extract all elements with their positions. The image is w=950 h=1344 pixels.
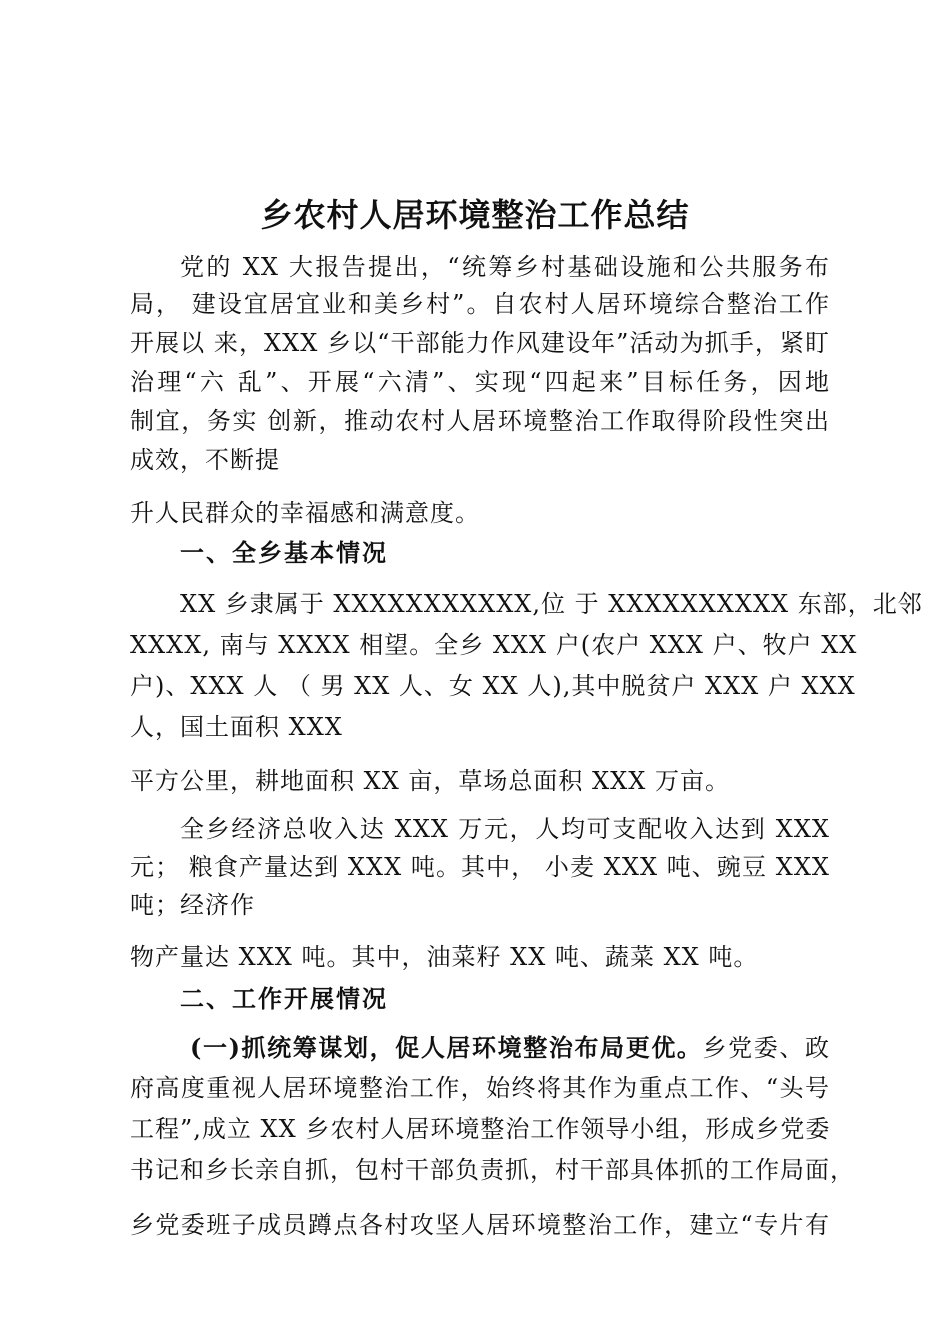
paragraph-1-line-2: 局， 建设宜居宜业和美乡村”。自农村人居环境综合整治工作	[130, 290, 830, 318]
paragraph-1-line-4: 治理“六 乱”、开展“六清”、实现“四起来”目标任务，因地	[130, 368, 830, 396]
section-2-sub-1-line-2: 府高度重视人居环境整治工作，始终将其作为重点工作、“头号	[130, 1074, 830, 1102]
paragraph-1-line-3: 开展以 来，XXX 乡以“干部能力作风建设年”活动为抓手，紧盯	[130, 329, 830, 357]
section-1-para-a-line-1: XX 乡隶属于 XXXXXXXXXXX,位 于 XXXXXXXXXX 东部，北邻	[180, 590, 923, 618]
paragraph-1-line-1: 党的 XX 大报告提出，“统筹乡村基础设施和公共服务布	[180, 253, 830, 281]
section-2-sub-1-line-4: 书记和乡长亲自抓，包村干部负责抓，村干部具体抓的工作局面，	[130, 1156, 855, 1184]
section-1-heading: 一、全乡基本情况	[180, 539, 388, 567]
section-2-sub-1-bold-heading: (一)抓统筹谋划，促人居环境整治布局更优。	[190, 1033, 703, 1062]
section-1-para-a-line-5: 平方公里，耕地面积 XX 亩，草场总面积 XXX 万亩。	[130, 767, 730, 795]
paragraph-1-line-7: 升人民群众的幸福感和满意度。	[130, 499, 480, 527]
section-2-sub-1-line-5: 乡党委班子成员蹲点各村攻坚人居环境整治工作，建立“专片有	[130, 1211, 830, 1239]
section-1-para-b-line-4: 物产量达 XXX 吨。其中，油菜籽 XX 吨、蔬菜 XX 吨。	[130, 943, 759, 971]
paragraph-1-line-6: 成效，不断提	[130, 446, 280, 474]
section-2-sub-1-line-1	[190, 1033, 830, 1063]
section-2-heading: 二、工作开展情况	[180, 985, 388, 1013]
section-1-para-b-line-1: 全乡经济总收入达 XXX 万元，人均可支配收入达到 XXX	[180, 815, 830, 843]
document-title: 乡农村人居环境整治工作总结	[260, 196, 690, 234]
section-1-para-a-line-2: XXXX, 南与 XXXX 相望。全乡 XXX 户(农户 XXX 户、牧户 XX	[130, 631, 858, 659]
section-1-para-b-line-3: 吨；经济作	[130, 891, 255, 919]
section-1-para-a-line-4: 人，国土面积 XXX	[130, 713, 343, 741]
section-1-para-b-line-2: 元； 粮食产量达到 XXX 吨。其中， 小麦 XXX 吨、豌豆 XXX	[130, 853, 830, 881]
section-2-sub-1-line-3: 工程”,成立 XX 乡农村人居环境整治工作领导小组，形成乡党委	[130, 1115, 831, 1143]
paragraph-1-line-5: 制宜，务实 创新，推动农村人居环境整治工作取得阶段性突出	[130, 407, 830, 435]
section-1-para-a-line-3: 户)、XXX 人 （ 男 XX 人、女 XX 人),其中脱贫户 XXX 户 XXX	[130, 672, 856, 700]
section-2-sub-1-line-1-rest: 乡党委、政	[702, 1034, 830, 1062]
